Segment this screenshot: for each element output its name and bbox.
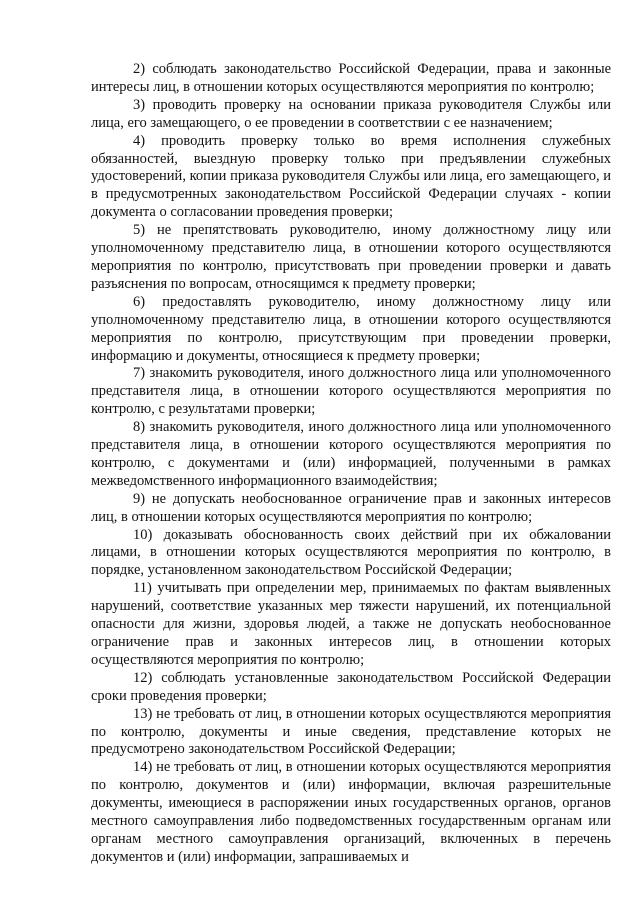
paragraph-item-14: 14) не требовать от лиц, в отношении которых осуществляются мероприятия по контролю, документов и (или) информации, включая разрешительные документы, имеющиеся в распоряжении иных государственных органов, органов местного самоуправления либо подведомственных государственным органам или органам местного самоуправления организаций, включенных в перечень документов и (или) информации, запрашиваемых и <box>91 759 611 865</box>
paragraph-item-12: 12) соблюдать установленные законодательством Российской Федерации сроки проведения проверки; <box>91 669 611 704</box>
paragraph-item-4: 4) проводить проверку только во время исполнения служебных обязанностей, выездную проверку только при предъявлении служебных удостоверений, копии приказа руководителя Службы или лица, его замещающего, и в предусмотренных законодательством Российской Федерации случаях - копии документа о согласовании проведения проверки; <box>91 132 611 221</box>
paragraph-item-11: 11) учитывать при определении мер, принимаемых по фактам выявленных нарушений, соответствие указанных мер тяжести нарушений, их потенциальной опасности для жизни, здоровья людей, а также не допускать необоснованное ограничение прав и законных интересов лиц, в отношении которых осуществляются мероприятия по контролю; <box>91 580 611 668</box>
paragraph-item-2: 2) соблюдать законодательство Российской Федерации, права и законные интересы лиц, в отношении которых осуществляются мероприятия по контролю; <box>91 61 611 95</box>
paragraph-item-3: 3) проводить проверку на основании приказа руководителя Службы или лица, его замещающего, о ее проведении в соответствии с ее назначением; <box>91 96 611 131</box>
paragraph-item-13: 13) не требовать от лиц, в отношении которых осуществляются мероприятия по контролю, документы и иные сведения, представление которых не предусмотрено законодательством Российской Федерации; <box>91 705 611 758</box>
paragraph-item-7: 7) знакомить руководителя, иного должностного лица или уполномоченного представителя лица, в отношении которого осуществляются мероприятия по контролю, с результатами проверки; <box>91 365 611 418</box>
paragraph-item-6: 6) предоставлять руководителю, иному должностному лицу или уполномоченному представителю лица, в отношении которого осуществляются мероприятия по контролю, присутствующим при проведении проверки, информацию и документы, относящиеся к предмету проверки; <box>91 293 611 364</box>
paragraph-item-5: 5) не препятствовать руководителю, иному должностному лицу или уполномоченному представителю лица, в отношении которого осуществляются мероприятия по контролю, присутствовать при проведении проверки и давать разъяснения по вопросам, относящимся к предмету проверки; <box>91 222 611 292</box>
document-page <box>91 61 611 867</box>
paragraph-item-9: 9) не допускать необоснованное ограничение прав и законных интересов лиц, в отношении которых осуществляются мероприятия по контролю; <box>91 490 611 525</box>
paragraph-item-10: 10) доказывать обоснованность своих действий при их обжаловании лицами, в отношении которых осуществляются мероприятия по контролю, в порядке, установленном законодательством Российской Федерации; <box>91 526 611 579</box>
paragraph-item-8: 8) знакомить руководителя, иного должностного лица или уполномоченного представителя лица, в отношении которого осуществляются мероприятия по контролю, с документами и (или) информацией, полученными в рамках межведомственного информационного взаимодействия; <box>91 419 611 489</box>
